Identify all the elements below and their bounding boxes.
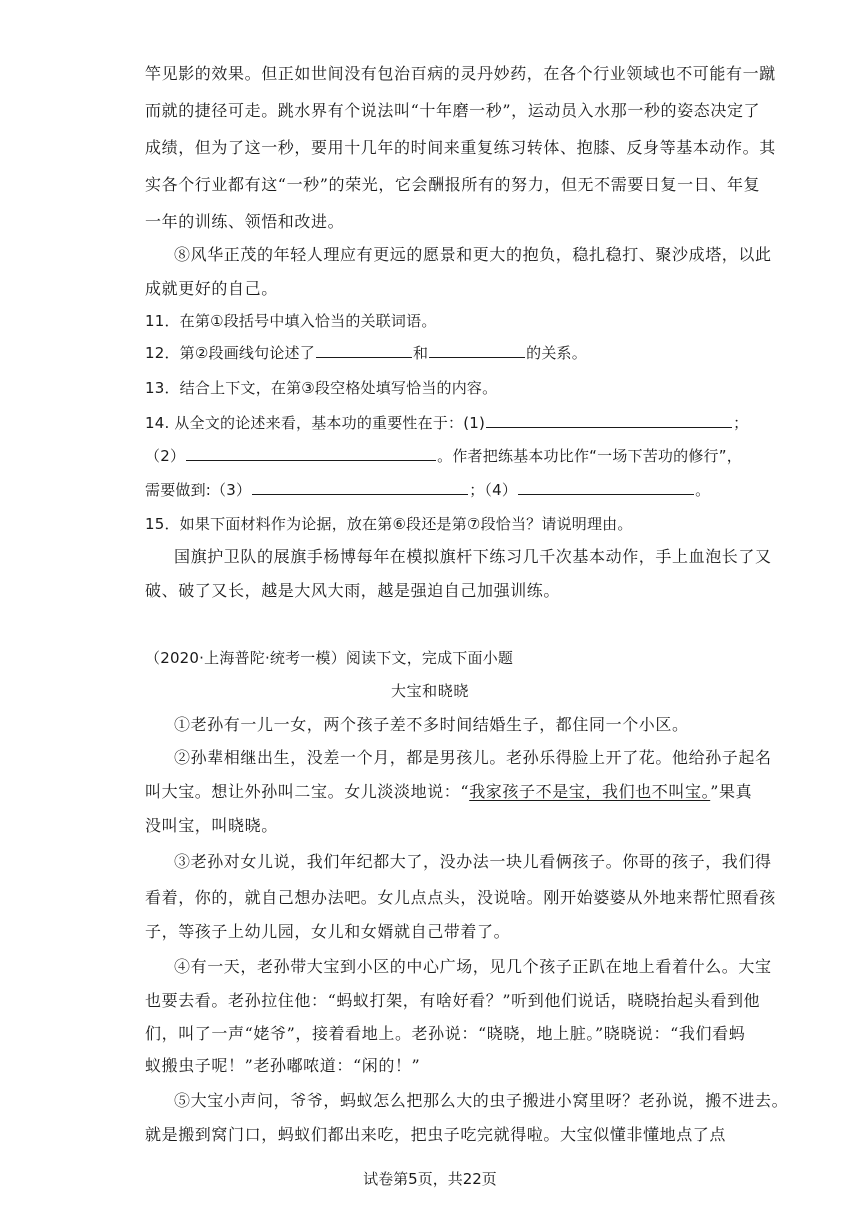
paragraph-5-line: ⑤大宝小声问，爷爷，蚂蚁怎么把那么大的虫子搬进小窝里呀？老孙说，搬不进去。 (174, 1091, 789, 1110)
question-14 (145, 413, 748, 433)
question-14-text: 需要做到:（3） (145, 481, 252, 499)
question-14-line3 (145, 480, 710, 500)
paragraph-3-line: ③老孙对女儿说，我们年纪都大了，没办法一块儿看俩孩子。你哥的孩子，我们得 (174, 852, 772, 871)
question-14-text: 14. 从全文的论述来看，基本功的重要性在于：(1) (145, 414, 486, 432)
paragraph-4-line: 也要去看。老孙拉住他：“蚂蚁打架，有啥好看？”听到他们说话，晓晓抬起头看到他 (145, 991, 761, 1010)
paragraph-4-line: 蚁搬虫子呢！”老孙嘟哝道：“闲的！” (145, 1056, 421, 1075)
text-line: 成绩，但为了这一秒，要用十几年的时间来重复练习转体、抱膝、反身等基本动作。其 (145, 138, 776, 157)
paragraph-2-text: 叫大宝。想让外孙叫二宝。女儿淡淡地说：“ (145, 782, 470, 801)
question-12 (145, 343, 587, 363)
text-line: 而就的捷径可走。跳水界有个说法叫“十年磨一秒”，运动员入水那一秒的姿态决定了 (145, 101, 761, 120)
paragraph-8-line: 成就更好的自己。 (145, 279, 278, 298)
paragraph-2-line: 没叫宝，叫晓晓。 (145, 816, 278, 835)
paragraph-5-line: 就是搬到窝门口，蚂蚁们都出来吃，把虫子吃完就得啦。大宝似懂非懂地点了点 (145, 1125, 727, 1144)
paragraph-3-line: 看着，你的，就自己想办法吧。女儿点点头，没说啥。刚开始婆婆从外地来帮忙照看孩 (145, 888, 776, 907)
text-line: 实各个行业都有这“一秒”的荣光，它会酬报所有的努力，但无不需要日复一日、年复 (145, 175, 761, 194)
paragraph-4-line: 们，叫了一声“姥爷”，接着看地上。老孙说：“晓晓，地上脏。”晓晓说：“我们看蚂 (145, 1024, 746, 1043)
paragraph-4-line: ④有一天，老孙带大宝到小区的中心广场，见几个孩子正趴在地上看着什么。大宝 (174, 957, 772, 976)
question-15: 15．如果下面材料作为论据，放在第⑥段还是第⑦段恰当？请说明理由。 (145, 515, 633, 533)
question-15-material: 破、破了又长，越是大风大雨，越是强迫自己加强训练。 (145, 581, 561, 600)
text-line: 竿见影的效果。但正如世间没有包治百病的灵丹妙药，在各个行业领域也不可能有一蹴 (145, 64, 776, 83)
paragraph-2-line (145, 782, 752, 802)
question-14-text: （2） (145, 447, 186, 465)
question-14-text: 。作者把练基本功比作“一场下苦功的修行”， (437, 447, 742, 465)
answer-blank[interactable] (316, 343, 412, 358)
question-15-material: 国旗护卫队的展旗手杨博每年在模拟旗杆下练习几千次基本动作，手上血泡长了又 (174, 547, 772, 566)
text-line: 一年的训练、领悟和改进。 (145, 212, 345, 231)
answer-blank[interactable] (518, 480, 694, 495)
passage-title: 大宝和晓晓 (390, 682, 469, 700)
answer-blank[interactable] (186, 446, 436, 461)
paragraph-2-text: ”果真 (710, 782, 753, 801)
paragraph-8-line: ⑧风华正茂的年轻人理应有更远的愿景和更大的抱负，稳扎稳打、聚沙成塔，以此 (174, 245, 772, 264)
page-footer: 试卷第5页，共22页 (363, 1170, 497, 1188)
question-12-text: 和 (412, 344, 429, 362)
question-14-text: 。 (695, 481, 711, 499)
question-13: 13．结合上下文，在第③段空格处填写恰当的内容。 (145, 379, 498, 397)
question-14-text: ； (733, 414, 749, 432)
answer-blank[interactable] (429, 343, 525, 358)
question-12-text: 的关系。 (526, 344, 587, 362)
underlined-sentence: 我家孩子不是宝，我们也不叫宝。 (469, 782, 711, 801)
question-14-text: ；（4） (469, 481, 518, 499)
paragraph-3-line: 子，等孩子上幼儿园，女儿和女婿就自己带着了。 (145, 922, 511, 941)
passage-source: （2020·上海普陀·统考一模）阅读下文，完成下面小题 (145, 649, 514, 667)
question-12-text: 12．第②段画线句论述了 (145, 344, 315, 362)
question-14-line2 (145, 446, 742, 466)
question-11: 11．在第①段括号中填入恰当的关联词语。 (145, 312, 437, 330)
paragraph-1: ①老孙有一儿一女，两个孩子差不多时间结婚生子，都住同一个小区。 (174, 715, 689, 734)
paragraph-2-line: ②孙辈相继出生，没差一个月，都是男孩儿。老孙乐得脸上开了花。他给孙子起名 (174, 748, 772, 767)
answer-blank[interactable] (252, 480, 468, 495)
answer-blank[interactable] (486, 413, 732, 428)
